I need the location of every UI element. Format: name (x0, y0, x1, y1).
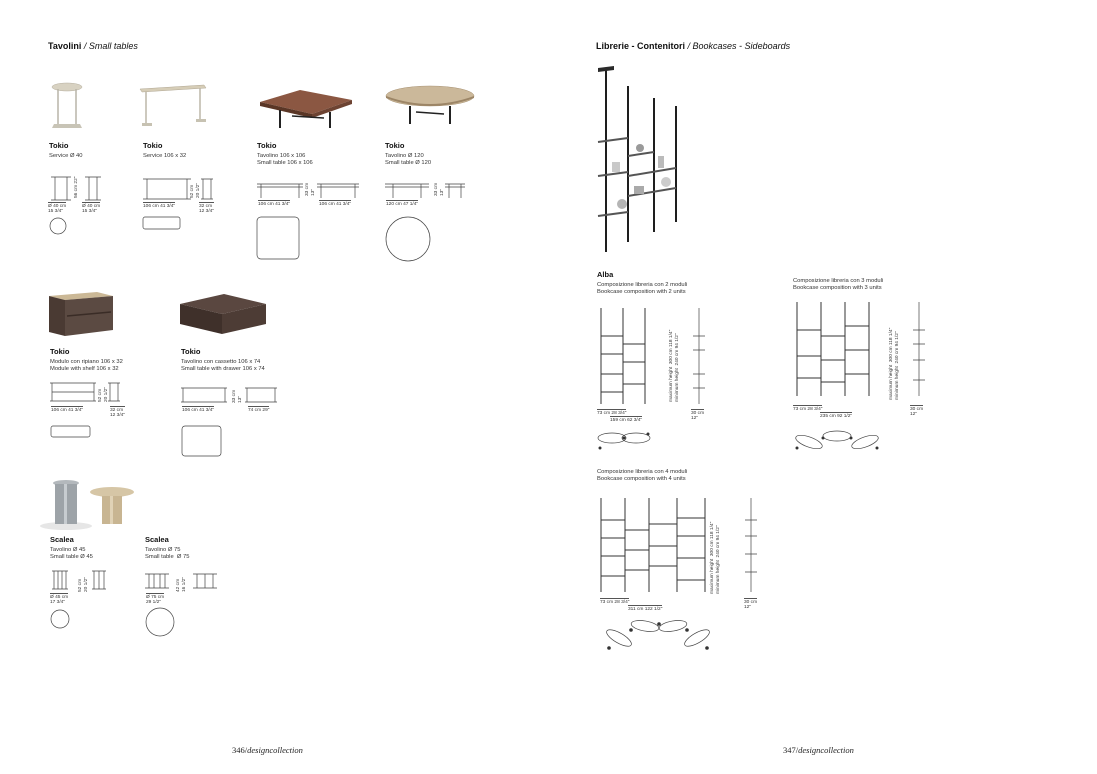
product-name: Tokio (385, 141, 405, 150)
section-title-italic: / Bookcases - Sideboards (687, 41, 791, 51)
dim-height: 52 cm 20 1/2" (78, 576, 89, 592)
page-folio-left (232, 745, 303, 755)
photo-console-table (138, 83, 208, 133)
dim-width: 106 cm 41 3/4" (51, 407, 84, 413)
composition-desc: Composizione libreria con 3 moduli Bookcase composition with 3 units (793, 278, 884, 291)
product-name: Tokio (257, 141, 277, 150)
dim-height: 56 cm 22" (74, 176, 79, 198)
elevation-2-units (597, 306, 717, 406)
dim-module-width: 73 cm 28 3/4" (600, 599, 630, 605)
composition-desc: Composizione libreria con 2 moduli Bookcase composition with 2 units (597, 282, 688, 295)
product-name: Tokio (143, 141, 163, 150)
top-view-rect (142, 216, 182, 232)
dim-depth: 30 cm 12" (691, 410, 705, 421)
product-name-alba: Alba (597, 270, 614, 279)
dim-height: 52 cm 20 1/2" (190, 182, 201, 198)
product-name: Scalea (50, 535, 74, 544)
dim-total-width: 311 cm 122 1/2" (628, 606, 663, 612)
product-desc: Service Ø 40 (49, 153, 83, 159)
product-desc: Tavolino 106 x 106 Small table 106 x 106 (257, 153, 313, 166)
dim-width: Ø 75 cm 29 1/2" (146, 594, 165, 605)
top-view-square (256, 216, 302, 262)
top-view-rect (50, 425, 94, 441)
dim-width: Ø 40 cm 15 3/4" (48, 203, 67, 214)
top-view-circle (50, 609, 72, 631)
photo-shelf-module (47, 290, 117, 340)
folio-number: 346/ (232, 745, 248, 755)
top-view-circle (145, 607, 177, 639)
photo-drawer-table (178, 292, 268, 342)
dim-depth: 30 cm 12" (744, 599, 758, 610)
right-section-title (596, 41, 790, 51)
photo-side-table-round (48, 80, 88, 132)
dim-depth: 106 cm 41 3/4" (319, 201, 352, 207)
dim-height: 33 cm 13" (232, 389, 243, 403)
product-name: Scalea (145, 535, 169, 544)
dim-total-width: 235 cm 92 1/2" (820, 413, 853, 419)
product-name: Tokio (50, 347, 70, 356)
plan-view-2-units (596, 428, 656, 452)
dim-width: 120 cm 47 1/4" (386, 201, 419, 207)
dim-height: 52 cm 20 1/2" (98, 386, 109, 402)
page-folio-right (783, 745, 854, 755)
section-title-bold: Librerie - Contenitori (596, 41, 686, 51)
folio-number: 347/ (783, 745, 799, 755)
dim-depth: 32 cm 12 3/4" (110, 407, 126, 418)
folio-text: designcollection (798, 745, 854, 755)
top-view-circle (385, 216, 433, 264)
dim-module-width: 73 cm 28 3/4" (793, 406, 823, 412)
dim-height: 33 cm 13" (434, 182, 445, 196)
dim-module-width: 73 cm 28 3/4" (597, 410, 627, 416)
elevation-4-units (597, 496, 767, 596)
dim-depth: Ø 40 cm 15 3/4" (82, 203, 101, 214)
plan-view-3-units (793, 428, 883, 458)
dim-depth: 74 cm 29" (248, 407, 270, 413)
dim-width: 106 cm 41 3/4" (143, 203, 176, 209)
plan-view-4-units (603, 616, 713, 656)
product-desc: Tavolino Ø 45 Small table Ø 45 (50, 547, 93, 560)
composition-desc: Composizione libreria con 4 moduli Bookcase composition with 4 units (597, 469, 688, 482)
dim-width: 106 cm 41 3/4" (182, 407, 215, 413)
dim-width: Ø 45 cm 17 3/4" (50, 594, 69, 605)
section-title-italic: / Small tables (83, 41, 138, 51)
section-title-bold: Tavolini (48, 41, 82, 51)
folio-text: designcollection (247, 745, 303, 755)
product-desc: Service 106 x 32 (143, 153, 187, 159)
elevation-3-units (793, 300, 943, 400)
dim-depth: 32 cm 12 3/4" (199, 203, 215, 214)
top-view-circle (49, 217, 69, 237)
dim-depth: 30 cm 12" (910, 406, 924, 417)
photo-round-coffee-table (384, 86, 484, 136)
photo-square-coffee-table (256, 88, 356, 138)
dim-height: 42 cm 16 1/2" (176, 576, 187, 592)
dim-total-width: 159 cm 62 3/4" (610, 417, 643, 423)
product-name: Tokio (181, 347, 201, 356)
product-desc: Tavolino con cassetto 106 x 74 Small table with drawer 106 x 74 (181, 359, 265, 372)
dim-width: 106 cm 41 3/4" (258, 201, 291, 207)
product-name: Tokio (49, 141, 69, 150)
product-desc: Modulo con ripiano 106 x 32 Module with shelf 106 x 32 (50, 359, 123, 372)
dim-height: maximum height 300 cm 118 1/4" minimum height 240 cm 94 1/2" (710, 521, 721, 594)
product-desc: Tavolino Ø 75 Small table Ø 75 (145, 547, 190, 560)
photo-scalea-tables (40, 478, 150, 532)
dim-height: maximum height 300 cm 118 1/4" minimum height 240 cm 94 1/2" (669, 329, 680, 402)
left-section-title (48, 41, 138, 51)
product-desc: Tavolino Ø 120 Small table Ø 120 (385, 153, 432, 166)
photo-alba-bookcase (592, 66, 682, 256)
top-view-rect (181, 425, 225, 459)
dim-height: 33 cm 13" (305, 182, 316, 196)
dim-height: maximum height 300 cm 118 1/4" minimum height 240 cm 94 1/2" (889, 327, 900, 400)
